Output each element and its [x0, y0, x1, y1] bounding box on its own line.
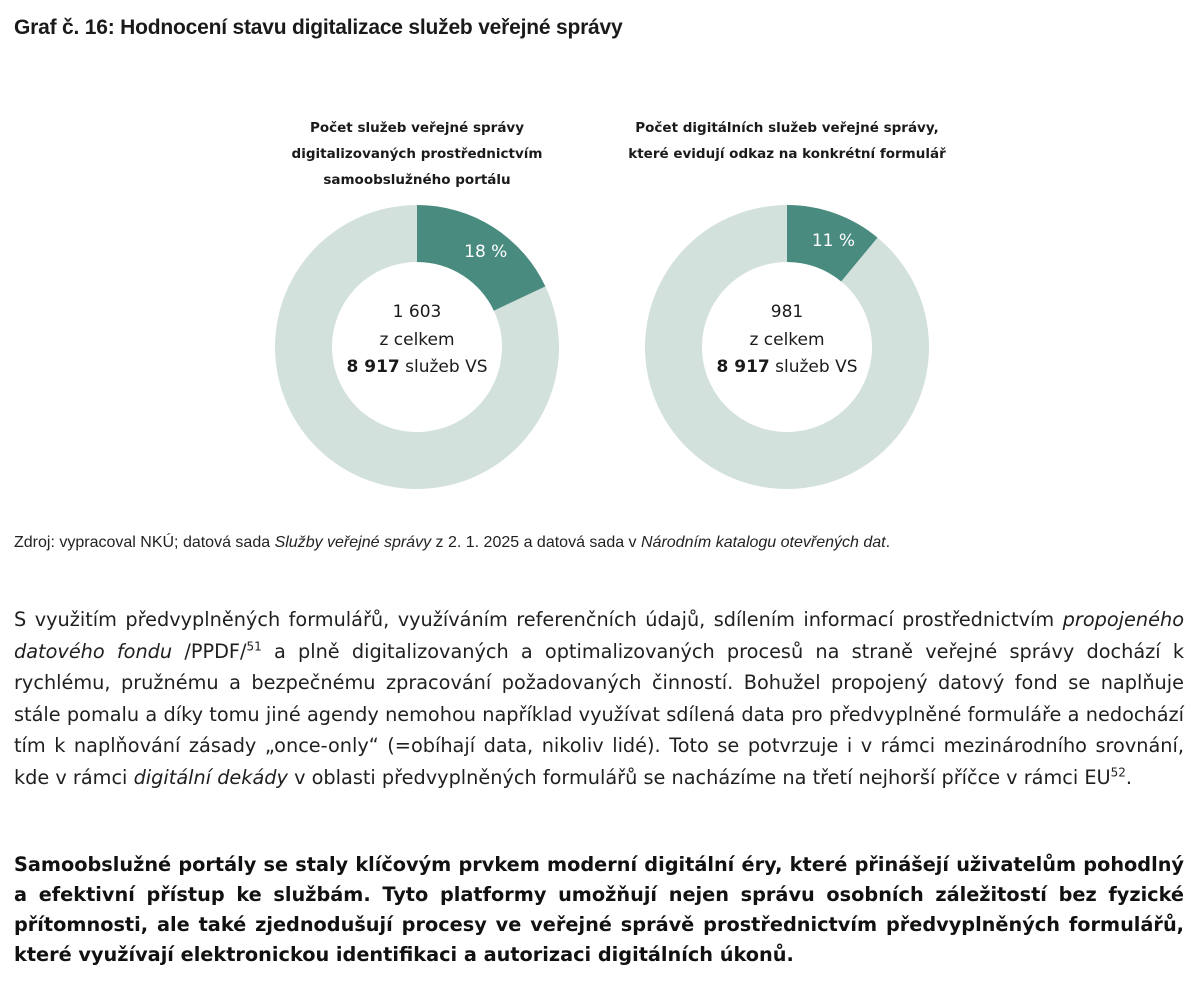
- source-dataset-1: Služby veřejné správy: [274, 534, 432, 551]
- chart-1-total-number: 8 917: [346, 357, 400, 377]
- paragraph-1-italic-term: digitální dekády: [133, 765, 288, 789]
- chart-1-title-line: samoobslužného portálu: [323, 172, 511, 188]
- source-note: [14, 534, 1184, 552]
- source-middle: z 2. 1. 2025 a datová sada v: [431, 534, 641, 551]
- chart-1-title: [237, 115, 597, 193]
- footnote-marker-51: 51: [246, 639, 262, 654]
- page-title: Graf č. 16: Hodnocení stavu digitalizace služeb veřejné správy: [14, 16, 623, 39]
- chart-2-title-line: které evidují odkaz na konkrétní formulář: [628, 146, 946, 162]
- donut-chart-1: [275, 197, 559, 493]
- chart-2-center-count: 981: [770, 302, 804, 322]
- paragraph-1-text: .: [1125, 765, 1133, 789]
- chart-1-title-line: digitalizovaných prostřednictvím: [291, 146, 543, 162]
- chart-1-center-of-total: z celkem: [379, 330, 455, 350]
- body-paragraph-1: [14, 604, 1184, 793]
- paragraph-1-italic-term: propojeného datového fondu: [14, 608, 1184, 663]
- paragraph-1-text: S využitím předvyplněných formulářů, využíváním referenčních údajů, sdílením informací prostřednictvím: [14, 608, 1063, 631]
- paragraph-1-text: a plně digitalizovaných a optimalizovaných procesů na straně veřejné správy dochází k rychlému, pružnému a bezpečnému zpracování požadovaných činností. Bohužel propojený datový fond se naplňuje stále pomalu a díky tomu jiné agendy nemohou například využívat sdílená data pro předvyplněné formuláře a nedochází tím k naplňování zásady „once-only“ (=obíhají data, nikoliv lidé). Toto se potvrzuje i v rámci mezinárodního srovnání, kde v rámci: [14, 639, 1184, 789]
- chart-2-center-of-total: z celkem: [749, 330, 825, 350]
- chart-2-total-number: 8 917: [716, 357, 770, 377]
- body-paragraph-2: Samoobslužné portály se staly klíčovým prvkem moderní digitální éry, které přinášejí uživatelům pohodlný a efektivní přístup ke službám. Tyto platformy umožňují nejen správu osobních záležitostí bez fyzické přítomnosti, ale také zjednodušují procesy ve veřejné správě prostřednictvím předvyplněných formulářů, které využívají elektronickou identifikaci a autorizaci digitálních úkonů.: [14, 853, 1184, 966]
- donut-chart-2: [645, 197, 929, 493]
- chart-1-title-line: Počet služeb veřejné správy: [309, 120, 525, 136]
- paragraph-1-text: v oblasti předvyplněných formulářů se nacházíme na třetí nejhorší příčce v rámci EU: [287, 765, 1111, 789]
- chart-1-percent-label: 18 %: [464, 242, 508, 263]
- paragraph-1-text: /PPDF/: [172, 639, 247, 663]
- source-suffix: .: [885, 534, 891, 551]
- chart-1-center-count: 1 603: [392, 302, 442, 322]
- source-dataset-2: Národním katalogu otevřených dat: [641, 534, 886, 551]
- chart-2-percent-label: 11 %: [811, 231, 856, 252]
- chart-1-total-unit: služeb VS: [405, 357, 488, 377]
- chart-1-center-total: [347, 357, 488, 377]
- chart-2-center-total: [717, 357, 858, 377]
- chart-2-total-unit: služeb VS: [775, 357, 858, 377]
- footnote-marker-52: 52: [1110, 765, 1126, 780]
- chart-2-title: [607, 115, 967, 167]
- chart-2-title-line: Počet digitálních služeb veřejné správy,: [635, 120, 939, 136]
- source-prefix: Zdroj: vypracoval NKÚ; datová sada: [14, 534, 275, 551]
